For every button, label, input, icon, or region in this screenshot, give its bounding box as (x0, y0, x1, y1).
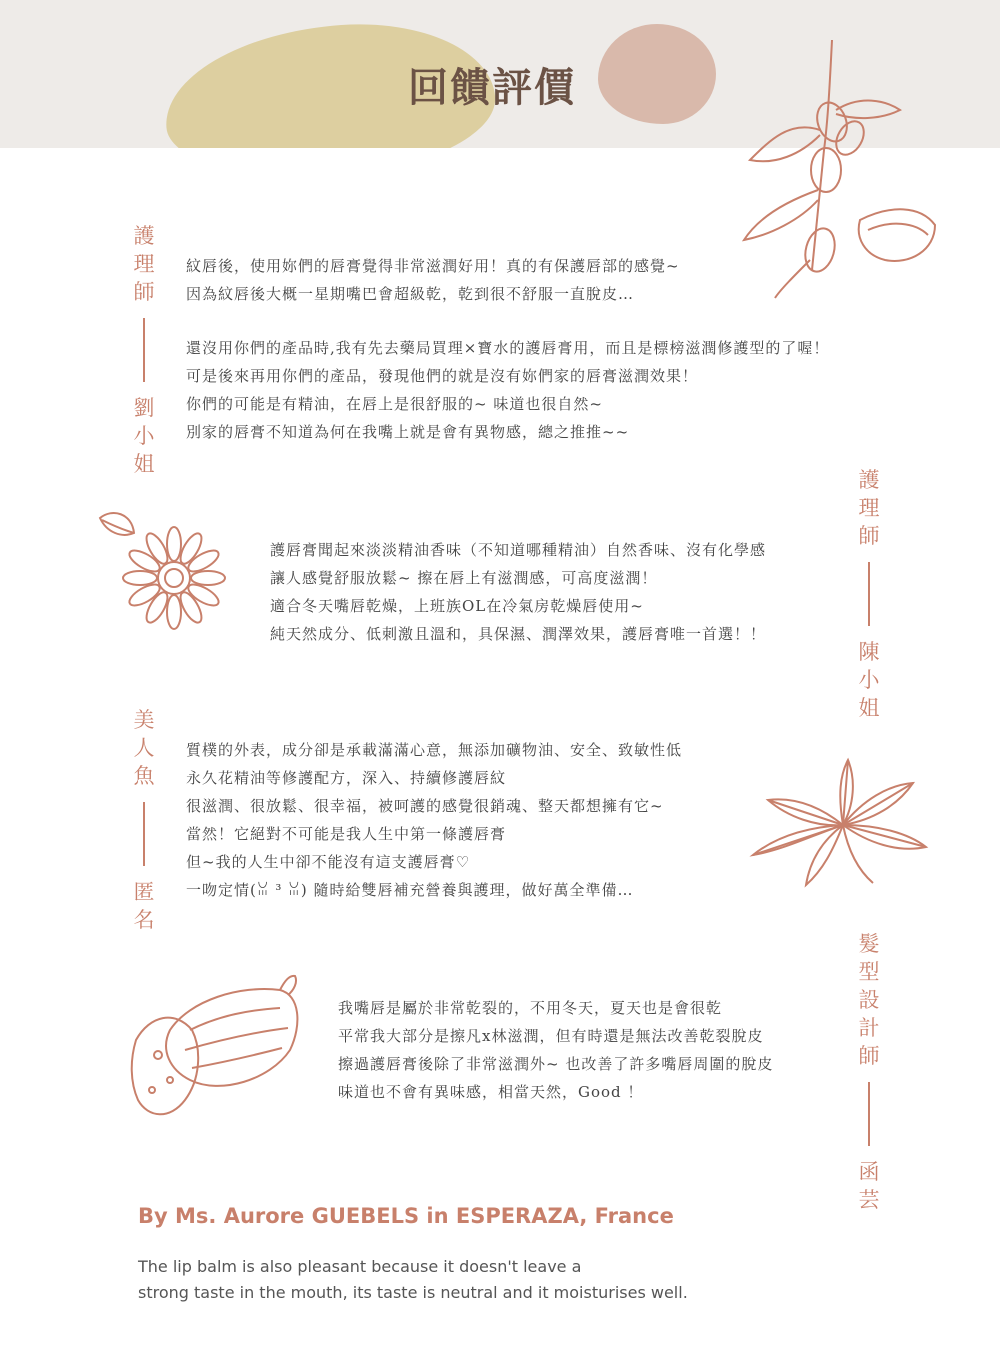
vertical-divider (868, 562, 870, 626)
review-line: strong taste in the mouth, its taste is neutral and it moisturises well. (138, 1283, 688, 1302)
english-review-text (138, 1254, 688, 1306)
review-line: 適合冬天嘴唇乾燥，上班族OL在冷氣房乾燥唇使用~ (270, 597, 644, 615)
review-line: 永久花精油等修護配方，深入、持續修護唇紋 (186, 769, 507, 787)
name-char: 姐 (133, 452, 155, 476)
review-1-text (186, 252, 829, 446)
name-char: 髮 (858, 932, 880, 956)
vertical-divider (143, 802, 145, 866)
page-title: 回饋評價 (408, 64, 576, 111)
name-char: 計 (858, 1016, 880, 1040)
review-line: 你們的可能是有精油，在唇上是很舒服的~ 味道也很自然~ (186, 395, 603, 413)
name-char: 函 (858, 1160, 880, 1184)
review-line: 擦過護唇膏後除了非常滋潤外~ 也改善了許多嘴唇周圍的脫皮 (338, 1055, 774, 1073)
reviewer-2-name (854, 466, 884, 722)
name-char: 師 (858, 1044, 880, 1068)
review-line: 一吻定情(ꈍ ³ ꈍ) 隨時給雙唇補充營養與護理，做好萬全準備… (186, 881, 634, 899)
review-line: 很滋潤、很放鬆、很幸福，被呵護的感覺很銷魂、整天都想擁有它~ (186, 797, 664, 815)
name-char: 姐 (858, 696, 880, 720)
nut-icon (130, 970, 305, 1130)
name-char: 名 (133, 908, 155, 932)
review-line: 我嘴唇是屬於非常乾裂的，不用冬天，夏天也是會很乾 (338, 999, 723, 1017)
daisy-flower-icon (92, 508, 242, 643)
review-line: 紋唇後，使用妳們的唇膏覺得非常滋潤好用！真的有保護唇部的感覺~ (186, 257, 680, 275)
name-char: 師 (133, 280, 155, 304)
name-char: 劉 (133, 396, 155, 420)
review-4-text (338, 994, 773, 1106)
leaf-icon (748, 755, 928, 895)
name-char: 小 (133, 424, 155, 448)
review-line: 平常我大部分是擦凡x林滋潤，但有時還是無法改善乾裂脫皮 (338, 1027, 764, 1045)
name-char: 匿 (133, 880, 155, 904)
review-line: The lip balm is also pleasant because it doesn't leave a (138, 1257, 582, 1276)
vertical-divider (868, 1082, 870, 1146)
reviewer-3-name (129, 706, 159, 934)
name-char: 設 (858, 988, 880, 1012)
name-char: 美 (133, 708, 155, 732)
review-line: 護唇膏聞起來淡淡精油香味（不知道哪種精油）自然香味、沒有化學感 (270, 541, 767, 559)
review-2-text (270, 536, 766, 648)
review-line: 質樸的外表，成分卻是承載滿滿心意，無添加礦物油、安全、致敏性低 (186, 741, 683, 759)
name-char: 魚 (133, 764, 155, 788)
review-line: 別家的唇膏不知道為何在我嘴上就是會有異物感，總之推推~~ (186, 423, 630, 441)
review-line: 可是後來再用你們的產品，發現他們的就是沒有妳們家的唇膏滋潤效果！ (186, 367, 699, 385)
name-char: 護 (858, 468, 880, 492)
vertical-divider (143, 318, 145, 382)
review-line: 讓人感覺舒服放鬆~ 擦在唇上有滋潤感，可高度滋潤！ (270, 569, 658, 587)
paragraph-gap (186, 308, 829, 334)
review-line: 當然！它絕對不可能是我人生中第一條護唇膏 (186, 825, 507, 843)
review-line: 因為紋唇後大概一星期嘴巴會超級乾，乾到很不舒服一直脫皮… (186, 285, 635, 303)
review-line: 純天然成分、低刺激且溫和，具保濕、潤澤效果，護唇膏唯一首選！！ (270, 625, 767, 643)
review-3-text (186, 736, 682, 904)
name-char: 理 (858, 496, 880, 520)
name-char: 師 (858, 524, 880, 548)
reviewer-4-name (854, 930, 884, 1214)
pink-blob (598, 24, 716, 124)
name-char: 小 (858, 668, 880, 692)
name-char: 型 (858, 960, 880, 984)
name-char: 人 (133, 736, 155, 760)
name-char: 陳 (858, 640, 880, 664)
review-line: 味道也不會有異味感，相當天然，Good ！ (338, 1083, 644, 1101)
name-char: 護 (133, 224, 155, 248)
name-char: 理 (133, 252, 155, 276)
review-line: 還沒用你們的產品時,我有先去藥局買理×寶水的護唇膏用，而且是標榜滋潤修護型的了喔！ (186, 339, 830, 357)
review-line: 但~我的人生中卻不能沒有這支護唇膏♡ (186, 853, 471, 871)
english-review-heading: By Ms. Aurore GUEBELS in ESPERAZA, France (138, 1204, 674, 1228)
reviewer-1-name (129, 222, 159, 478)
name-char: 芸 (858, 1188, 880, 1212)
